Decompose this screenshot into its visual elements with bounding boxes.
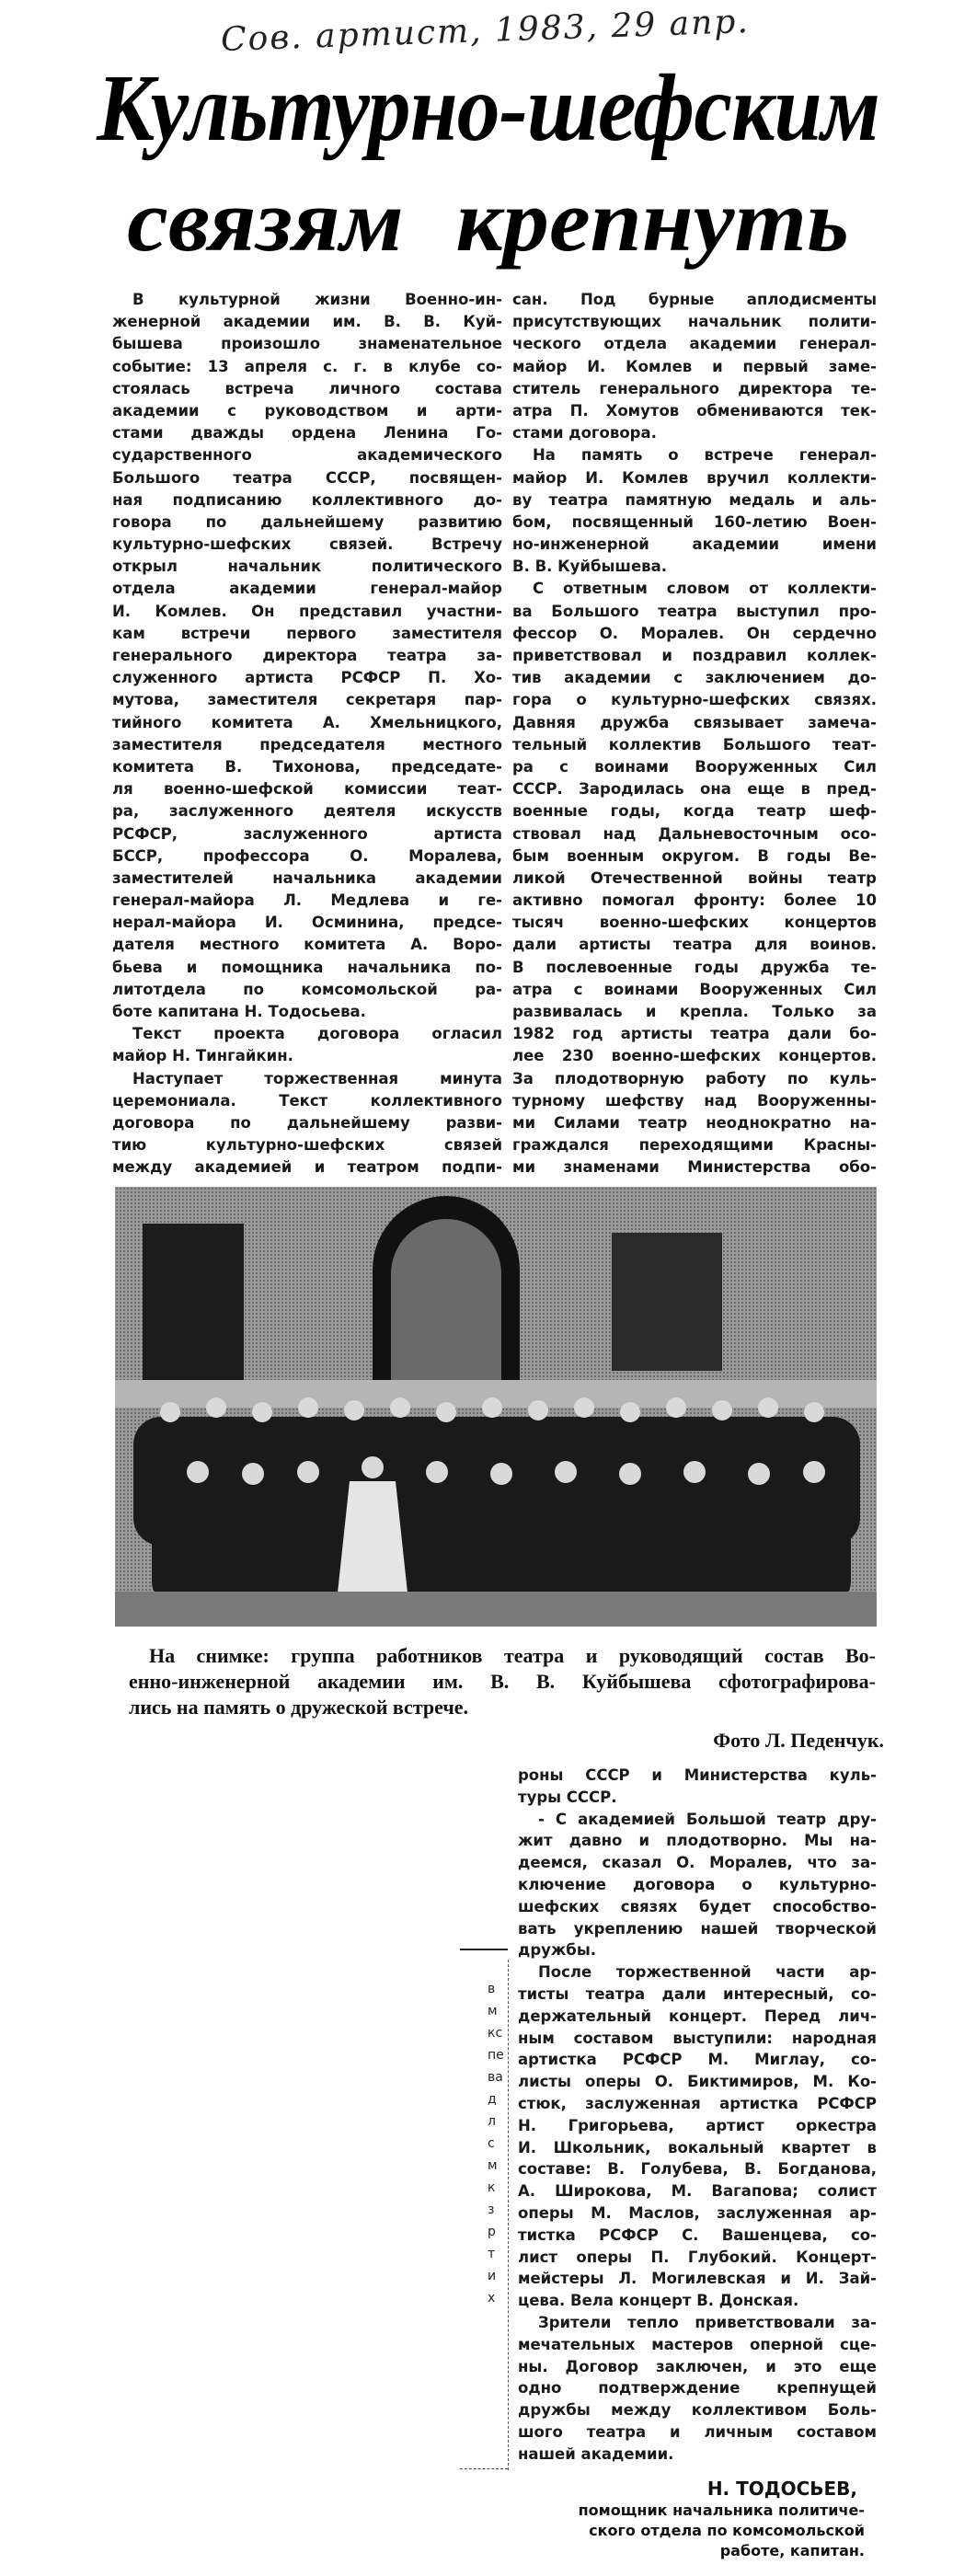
- text-line: нерал-майора И. Осминина, предсе-: [112, 914, 502, 932]
- fragment-letters: пе: [488, 2048, 504, 2063]
- text-line: атра с воинами Вооруженных Сил: [512, 980, 877, 998]
- text-line: В. В. Куйбышева.: [512, 558, 667, 576]
- text-line: церемониала. Текст коллективного: [112, 1091, 502, 1110]
- text-line: бьева и помощника начальника по-: [112, 958, 502, 976]
- column-rule: [508, 1960, 509, 2470]
- text-line: тийного комитета А. Хмельницкого,: [112, 713, 502, 731]
- text-line: боте капитана Н. Тодосьева.: [112, 1003, 366, 1020]
- text-line: отдела академии генерал-майор: [112, 580, 502, 598]
- text-line: туры СССР.: [518, 1788, 617, 1806]
- text-line: ным составом выступили: народная: [518, 2029, 877, 2047]
- fragment-letters: в: [488, 1982, 496, 1996]
- text-line: говора по дальнейшему развитию: [112, 512, 502, 531]
- text-line: РСФСР, заслуженного артиста: [112, 824, 502, 843]
- text-line: бышева произошло знаменательное: [112, 335, 502, 353]
- text-line: тысяч военно-шефских концертов: [512, 914, 877, 932]
- text-line: служенного артиста РСФСР П. Хо-: [112, 669, 502, 687]
- text-line: бом, посвященный 160-летию Воен-: [512, 512, 877, 531]
- text-line: дателя местного комитета А. Воро-: [112, 936, 502, 954]
- text-line: между академией и театром подпи-: [112, 1158, 502, 1177]
- author-name: Н. ТОДОСЬЕВ,: [706, 2478, 857, 2500]
- text-line: Зрители тепло приветствовали за-: [538, 2313, 877, 2331]
- headline-line-1: Культурно-шефским: [97, 55, 879, 161]
- fragment-letters: ва: [488, 2070, 503, 2085]
- text-line: дружбы между коллективом Боль-: [518, 2401, 877, 2420]
- article-column-2: [512, 289, 877, 1179]
- text-line: шого театра и личным составом: [518, 2422, 877, 2441]
- fragment-letters: кс: [488, 2026, 503, 2041]
- text-line: ны. Договор заключен, и это еще: [518, 2357, 877, 2375]
- text-line: но-инженерной академии имени: [512, 535, 877, 554]
- text-line: тельный коллектив Большого теат-: [512, 735, 877, 753]
- text-line: Н. Григорьева, артист оркестра: [518, 2116, 877, 2134]
- text-line: дали артисты театра для воинов.: [512, 936, 877, 954]
- text-line: сан. Под бурные аплодисменты: [512, 291, 877, 308]
- text-line: фессор О. Моралев. Он сердечно: [512, 624, 877, 642]
- text-line: мутова, заместителя секретаря пар-: [112, 691, 502, 709]
- divider: [460, 2468, 508, 2469]
- fragment-letters: л: [488, 2114, 496, 2129]
- text-line: заместителя председателя местного: [112, 735, 502, 753]
- text-line: тисты театра дали интересный, со-: [518, 1984, 877, 2003]
- text-line: В послевоенные годы дружба те-: [512, 958, 877, 976]
- text-line: На память о встрече генерал-: [533, 446, 877, 465]
- text-line: заместителей начальника академии: [112, 868, 502, 887]
- text-line: тистка РСФСР С. Вашенцева, со-: [518, 2225, 877, 2244]
- text-line: активно помогал фронту: более 10: [512, 891, 877, 910]
- text-line: стюк, заслуженная артистка РСФСР: [518, 2094, 877, 2112]
- text-line: кам встречи первого заместителя: [112, 624, 502, 642]
- text-line: культурно-шефских связей. Встречу: [112, 535, 502, 554]
- text-line: комитета В. Тихонова, председате-: [112, 757, 502, 776]
- fragment-letters: з: [488, 2202, 495, 2217]
- text-line: присутствующих начальник полити-: [512, 313, 877, 331]
- text-line: турному шефству над Вооруженны-: [512, 1091, 877, 1110]
- text-line: академии с руководством и арти-: [112, 401, 502, 420]
- text-line: приветствовал и поздравил коллек-: [512, 647, 877, 664]
- text-line: И. Комлев. Он представил участни-: [112, 602, 502, 620]
- text-line: Текст проекта договора огласил: [132, 1025, 502, 1043]
- fragment-letters: х: [488, 2291, 496, 2306]
- text-line: С ответным словом от коллекти-: [533, 580, 877, 598]
- author-position-line: ского отдела по комсомольской: [589, 2522, 865, 2539]
- text-line: И. Школьник, вокальный квартет в: [518, 2138, 877, 2156]
- text-line: одно подтверждение крепнущей: [518, 2379, 877, 2398]
- text-line: ми знаменами Министерства обо-: [512, 1158, 877, 1177]
- fragment-letters: с: [488, 2136, 495, 2151]
- text-line: БССР, профессора О. Моралева,: [112, 846, 502, 865]
- text-line: СССР. Зародилась она еще в пред-: [512, 780, 877, 799]
- text-line: тив академии с заключением до-: [512, 669, 877, 687]
- fragment-letters: д: [488, 2092, 497, 2107]
- text-line: майор Н. Тингайкин.: [112, 1047, 293, 1065]
- text-line: После торжественной части ар-: [538, 1963, 877, 1982]
- text-line: ключение договора о культурно-: [518, 1875, 877, 1893]
- text-line: артистка РСФСР М. Миглау, со-: [518, 2051, 877, 2069]
- article-column-3: [518, 1765, 877, 2466]
- article-column-1: [112, 289, 502, 1179]
- text-line: За плодотворную работу по куль-: [512, 1069, 877, 1087]
- text-line: военные годы, когда театр шеф-: [512, 802, 877, 821]
- headline-line-2: связям крепнуть: [127, 171, 849, 270]
- fragment-letters: и: [488, 2269, 497, 2283]
- fragment-letters: к: [488, 2180, 496, 2195]
- text-line: А. Широкова, М. Вагапова; солист: [518, 2182, 877, 2201]
- text-line: цева. Вела концерт В. Донская.: [518, 2292, 799, 2310]
- text-line: бым военным округом. В годы Ве-: [512, 846, 877, 865]
- fragment-letters: м: [488, 2158, 498, 2173]
- text-line: генерал-майора Л. Медлева и ге-: [112, 891, 502, 910]
- text-line: ствовал над Дальневосточным осо-: [512, 824, 877, 843]
- photo-caption: [129, 1643, 876, 1720]
- text-line: роны СССР и Министерства куль-: [518, 1766, 877, 1784]
- text-line: ческого отдела академии генерал-: [512, 335, 877, 353]
- text-line: 1982 год артисты театра дали бо-: [512, 1025, 877, 1043]
- text-line: В культурной жизни Военно-ин-: [132, 291, 502, 308]
- text-line: договора по дальнейшему разви-: [112, 1113, 502, 1132]
- text-line: ля военно-шефской комиссии теат-: [112, 780, 502, 799]
- text-line: стоялась встреча личного состава: [112, 379, 502, 397]
- text-line: ми Силами театр неоднократно на-: [512, 1113, 877, 1132]
- text-line: мечательных мастеров оперной сце-: [518, 2335, 877, 2353]
- text-line: Давняя дружба связывает замеча-: [512, 713, 877, 731]
- text-line: деемся, сказал О. Моралев, что за-: [518, 1854, 877, 1872]
- text-line: стами договора.: [512, 424, 657, 443]
- text-line: ститель генерального директора те-: [512, 379, 877, 397]
- text-line: женерной академии им. В. В. Куй-: [112, 313, 502, 331]
- text-line: лее 230 военно-шефских концертов.: [512, 1047, 877, 1065]
- divider: [460, 1949, 508, 1950]
- text-line: атра П. Хомутов обмениваются тек-: [512, 401, 877, 420]
- group-photo-image: [115, 1187, 877, 1627]
- text-line: ва Большого театра выступил про-: [512, 602, 877, 620]
- text-line: оперы М. Маслов, заслуженная ар-: [518, 2203, 877, 2222]
- text-line: ра с воинами Вооруженных Сил: [512, 757, 877, 776]
- fragment-letters: м: [488, 2004, 498, 2018]
- group-photo: [115, 1187, 877, 1627]
- text-line: шефских связях будет способство-: [518, 1897, 877, 1915]
- text-line: Наступает торжественная минута: [132, 1069, 502, 1087]
- text-line: лист оперы П. Глубокий. Концерт-: [518, 2248, 877, 2266]
- text-line: лись на память о дружеской встрече.: [129, 1696, 469, 1719]
- text-line: тию культурно-шефских связей: [112, 1136, 502, 1155]
- text-line: ра, заслуженного деятеля искусств: [112, 802, 502, 821]
- text-line: граждался переходящими Красны-: [512, 1136, 877, 1155]
- handwritten-source-note: Сов. артист, 1983, 29 апр.: [220, 2, 751, 60]
- text-line: ликой Отечественной войны театр: [512, 868, 877, 887]
- text-line: событие: 13 апреля с. г. в клубе со-: [112, 357, 502, 375]
- text-line: майор И. Комлев и первый заме-: [512, 357, 877, 375]
- text-line: листы оперы О. Биктимиров, М. Ко-: [518, 2073, 877, 2091]
- author-position-line: помощник начальника политиче-: [578, 2501, 865, 2519]
- text-line: стами дважды ордена Ленина Го-: [112, 424, 502, 443]
- text-line: составе: В. Голубева, В. Богданова,: [518, 2160, 877, 2179]
- text-line: майор И. Комлев вручил коллекти-: [512, 468, 877, 487]
- text-line: ву театра памятную медаль и аль-: [512, 490, 877, 509]
- text-line: литотдела по комсомольской ра-: [112, 980, 502, 998]
- author-signature: [534, 2477, 865, 2561]
- text-line: ная подписанию коллективного до-: [112, 490, 502, 509]
- text-line: жит давно и плодотворно. Мы на-: [518, 1832, 877, 1850]
- text-line: генерального директора театра за-: [112, 647, 502, 664]
- fragment-letters: т: [488, 2247, 496, 2261]
- author-position-line: работе, капитан.: [719, 2542, 865, 2559]
- text-line: - С академией Большой театр дру-: [538, 1810, 877, 1828]
- text-line: На снимке: группа работников театра и руководящий состав Во-: [149, 1644, 876, 1667]
- text-line: сударственного академического: [112, 446, 502, 465]
- text-line: развивалась и крепла. Только за: [512, 1003, 877, 1020]
- text-line: гора о культурно-шефских связях.: [512, 691, 877, 709]
- text-line: вать укреплению нашей творческой: [518, 1919, 877, 1938]
- text-line: нашей академии.: [518, 2444, 674, 2463]
- photo-credit: Фото Л. Педенчук.: [713, 1729, 884, 1752]
- fragment-letters: р: [488, 2225, 496, 2239]
- text-line: енно-инженерной академии им. В. В. Куйбышева сфотографирова-: [129, 1670, 876, 1693]
- adjacent-article-fragment: [488, 1978, 504, 2309]
- text-line: открыл начальник политического: [112, 558, 502, 576]
- text-line: мейстеры Л. Могилевская и И. Зай-: [518, 2270, 877, 2288]
- text-line: дружбы.: [518, 1941, 597, 1960]
- text-line: держательный концерт. Перед лич-: [518, 2007, 877, 2025]
- text-line: Большого театра СССР, посвящен-: [112, 468, 502, 487]
